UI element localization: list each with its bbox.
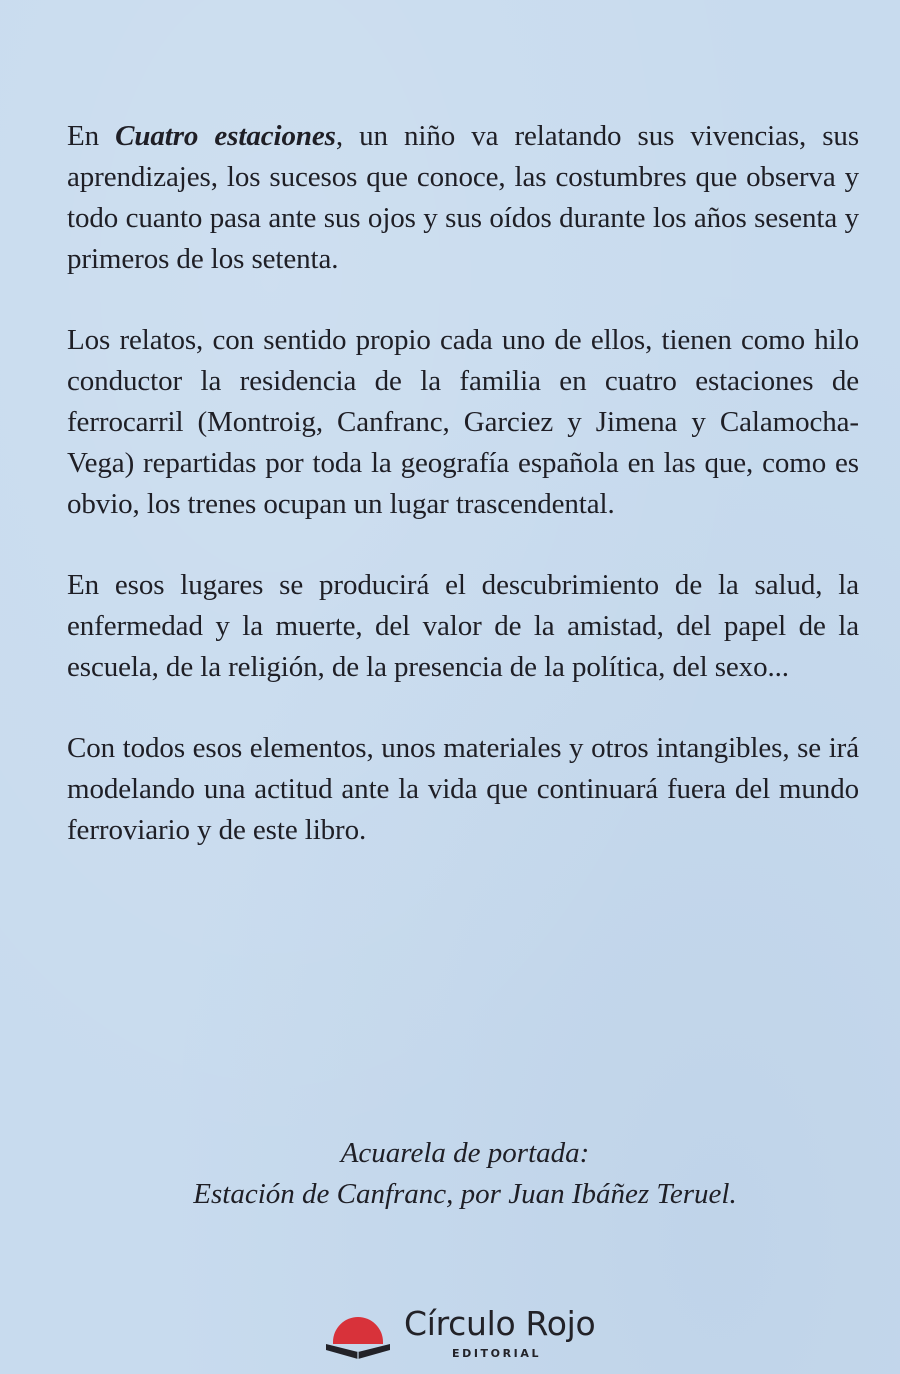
synopsis [67,116,859,891]
credit-attribution: Estación de Canfranc, por Juan Ibáñez Teruel. [193,1178,737,1210]
paragraph-text: , un niño va relatando sus vivencias, sus aprendizajes, los sucesos que conoce, las costumbres que observa y todo cuanto pasa ante sus ojos y sus oídos durante los años sesenta y primeros de los setenta. [67,120,860,275]
publisher-name: Círculo Rojo [404,1304,596,1343]
book-title: Cuatro estaciones [115,120,336,152]
synopsis-paragraph-4: Con todos esos elementos, unos materiales y otros intangibles, se irá modelando una actitud ante la vida que continuará fuera del mundo ferroviario y de este libro. [67,732,859,846]
red-semicircle-open-book-icon [324,1302,392,1362]
publisher-subtitle: EDITORIAL [452,1347,542,1360]
synopsis-paragraph-1 [67,116,859,280]
synopsis-paragraph-3: En esos lugares se producirá el descubrimiento de la salud, la enfermedad y la muerte, del valor de la amistad, del papel de la escuela, de la religión, de la presencia de la política, del sexo... [67,569,859,683]
paragraph-prefix: En [67,120,116,152]
publisher-logo [324,1302,614,1366]
credit-heading: Acuarela de portada: [340,1137,590,1169]
synopsis-paragraph-2: Los relatos, con sentido propio cada uno de ellos, tienen como hilo conductor la residencia de la familia en cuatro estaciones de ferrocarril (Montroig, Canfranc, Garciez y Jimena y Calamocha-Vega) repartidas por toda la geografía española en las que, como es obvio, los trenes ocupan un lugar trascendental. [67,324,859,520]
cover-art-credit [0,1133,900,1215]
